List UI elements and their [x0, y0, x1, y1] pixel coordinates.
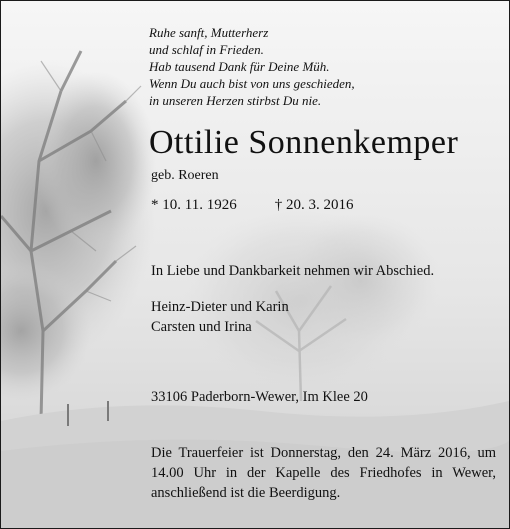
poem-line: Hab tausend Dank für Deine Müh.	[149, 59, 330, 74]
memorial-poem	[149, 24, 489, 109]
funeral-details	[151, 443, 496, 503]
birth-date: * 10. 11. 1926	[151, 197, 237, 213]
death-date: † 20. 3. 2016	[274, 197, 354, 213]
poem-line: in unseren Herzen stirbst Du nie.	[149, 93, 322, 108]
poem-line: Wenn Du auch bist von uns geschieden,	[149, 76, 355, 91]
poem-line: und schlaf in Frieden.	[149, 42, 264, 57]
birth-name: geb. Roeren	[151, 168, 219, 183]
poem-line: Ruhe sanft, Mutterherz	[149, 25, 269, 40]
ceremony-line: anschließend ist die Beerdigung.	[151, 485, 341, 501]
deceased-name: Ottilie Sonnenkemper	[149, 124, 459, 161]
mourner-entry: Heinz-Dieter und Karin	[151, 299, 289, 315]
mourners-list	[151, 297, 289, 337]
farewell-text: In Liebe und Dankbarkeit nehmen wir Abschied.	[151, 263, 435, 279]
life-dates	[151, 195, 353, 215]
mourner-entry: Carsten und Irina	[151, 319, 252, 335]
family-address: 33106 Paderborn-Wewer, Im Klee 20	[151, 389, 368, 405]
ceremony-line: Die Trauerfeier ist Donnerstag, den 24. März 2016, um	[151, 445, 496, 461]
ceremony-line: 14.00 Uhr in der Kapelle des Friedhofes in Wewer,	[151, 465, 496, 481]
